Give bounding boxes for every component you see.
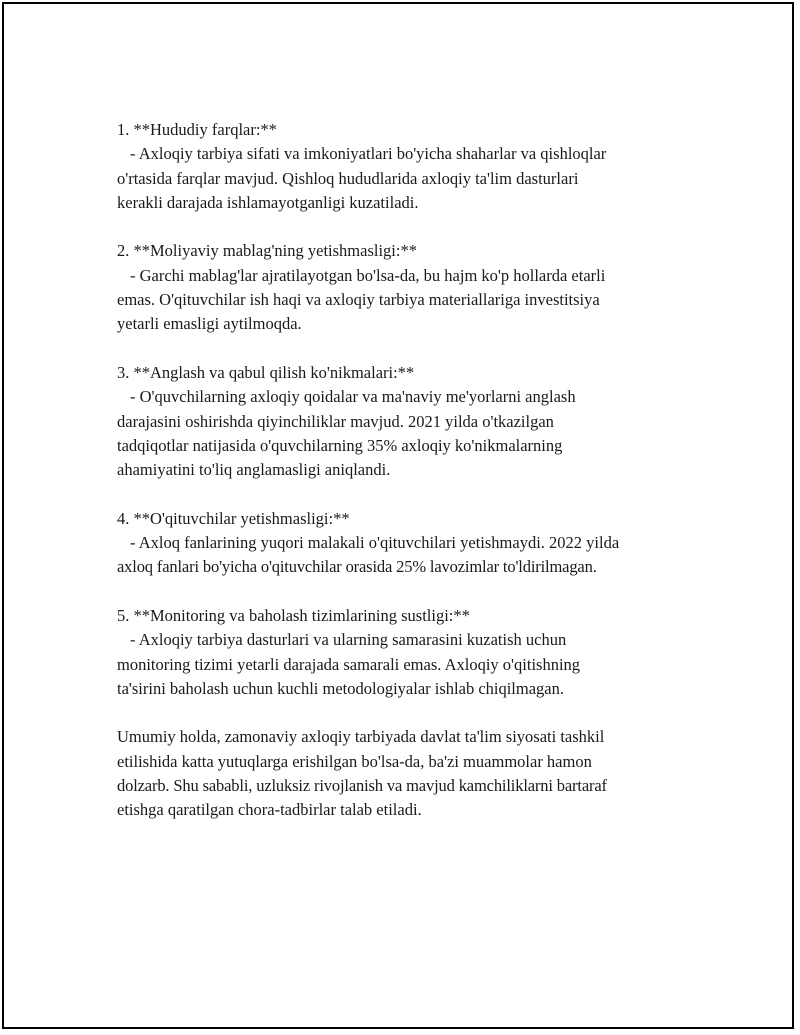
section-line: - Garchi mablag'lar ajratilayotgan bo'lsa-da, bu hajm ko'p hollarda etarli bbox=[130, 265, 606, 285]
section-heading: 1. **Hududiy farqlar:** bbox=[117, 120, 277, 139]
section-line: kerakli darajada ishlamayotganligi kuzatiladi. bbox=[117, 192, 419, 212]
section-line: monitoring tizimi yetarli darajada samarali emas. Axloqiy o'qitishning bbox=[117, 654, 581, 674]
conclusion-line: dolzarb. Shu sababli, uzluksiz rivojlanish va mavjud kamchiliklarni bartaraf bbox=[117, 776, 607, 796]
section-line: emas. O'qituvchilar ish haqi va axloqiy tarbiya materiallariga investitsiya bbox=[117, 290, 600, 310]
section-regional-differences bbox=[117, 118, 697, 215]
section-heading: 3. **Anglash va qabul qilish ko'nikmalari:** bbox=[117, 362, 415, 382]
section-heading: 5. **Monitoring va baholash tizimlarining sustligi:** bbox=[117, 605, 470, 625]
conclusion-line: Umumiy holda, zamonaviy axloqiy tarbiyada davlat ta'lim siyosati tashkil bbox=[117, 727, 605, 747]
section-heading: 2. **Moliyaviy mablag'ning yetishmasligi:** bbox=[117, 241, 417, 261]
section-line: o'rtasida farqlar mavjud. Qishloq hududlarida axloqiy ta'lim dasturlari bbox=[117, 168, 579, 188]
section-heading: 4. **O'qituvchilar yetishmasligi:** bbox=[117, 508, 350, 528]
section-teacher-shortage bbox=[117, 507, 697, 580]
section-funding-shortage bbox=[117, 239, 697, 336]
section-line: ahamiyatini to'liq anglamasligi aniqlandi. bbox=[117, 460, 391, 480]
section-line: yetarli emasligi aytilmoqda. bbox=[117, 314, 302, 334]
section-line: - Axloq fanlarining yuqori malakali o'qituvchilari yetishmaydi. 2022 yilda bbox=[130, 533, 620, 553]
conclusion-line: etishga qaratilgan chora-tadbirlar talab etiladi. bbox=[117, 800, 422, 820]
section-line: - O'quvchilarning axloqiy qoidalar va ma'naviy me'yorlarni anglash bbox=[130, 387, 576, 407]
section-comprehension-skills bbox=[117, 361, 697, 482]
section-line: - Axloqiy tarbiya dasturlari va ularning samarasini kuzatish uchun bbox=[130, 630, 567, 650]
section-line: darajasini oshirishda qiyinchiliklar mavjud. 2021 yilda o'tkazilgan bbox=[117, 411, 554, 431]
section-line: tadqiqotlar natijasida o'quvchilarning 35% axloqiy ko'nikmalarning bbox=[117, 435, 563, 455]
section-line: - Axloqiy tarbiya sifati va imkoniyatlari bo'yicha shaharlar va qishloqlar bbox=[130, 144, 607, 164]
section-line: ta'sirini baholash uchun kuchli metodologiyalar ishlab chiqilmagan. bbox=[117, 678, 564, 698]
section-line: axloq fanlari bo'yicha o'qituvchilar orasida 25% lavozimlar to'ldirilmagan. bbox=[117, 557, 597, 577]
conclusion-paragraph bbox=[117, 725, 697, 822]
document-body bbox=[117, 118, 697, 847]
conclusion-line: etilishida katta yutuqlarga erishilgan bo'lsa-da, ba'zi muammolar hamon bbox=[117, 751, 592, 771]
section-monitoring-weakness bbox=[117, 604, 697, 701]
